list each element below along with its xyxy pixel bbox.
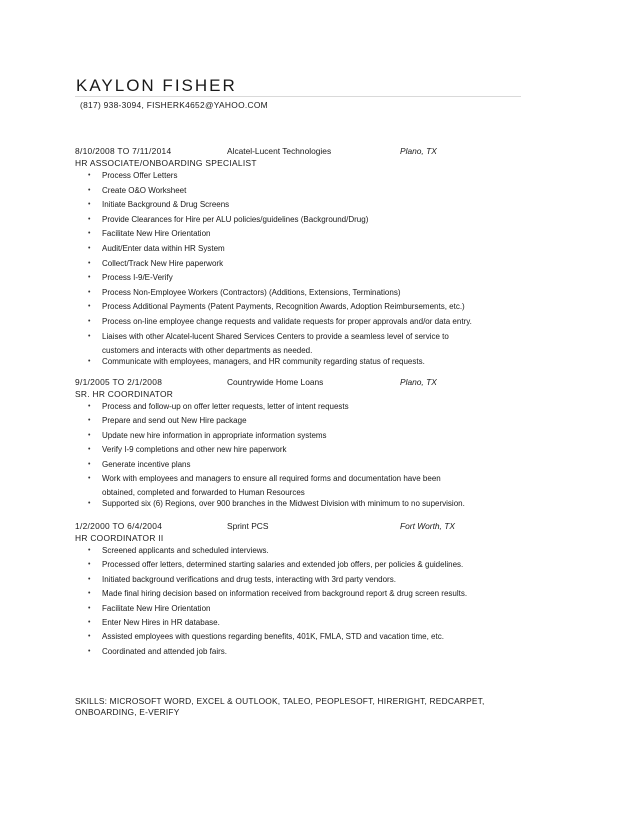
list-item	[75, 317, 535, 332]
list-item	[75, 618, 535, 632]
duty-text: Verify I-9 completions and other new hire paperwork	[102, 445, 287, 455]
list-item	[75, 402, 535, 416]
job-entry	[75, 377, 535, 513]
list-item	[75, 431, 535, 445]
list-item	[75, 589, 535, 603]
bullet-icon: •	[88, 244, 91, 252]
job-header	[75, 521, 535, 532]
job-location: Fort Worth, TX	[400, 521, 455, 531]
list-item	[75, 474, 535, 488]
job-title: HR COORDINATOR II	[75, 533, 164, 543]
bullet-icon: •	[88, 417, 91, 425]
list-item	[75, 560, 535, 574]
list-item	[75, 302, 535, 317]
list-item	[75, 488, 535, 499]
job-company: Sprint PCS	[227, 521, 269, 531]
bullet-icon: •	[88, 357, 91, 365]
job-header	[75, 146, 535, 157]
list-item	[75, 215, 535, 230]
list-item	[75, 288, 535, 303]
duty-text: customers and interacts with other departments as needed.	[102, 346, 313, 356]
job-dates: 1/2/2000 TO 6/4/2004	[75, 521, 163, 531]
bullet-icon: •	[88, 172, 91, 179]
job-location: Plano, TX	[400, 377, 437, 387]
duty-text: Process on-line employee change requests and validate requests for proper approvals and/or data entry.	[102, 316, 472, 326]
list-item	[75, 244, 535, 259]
job-entry	[75, 146, 535, 371]
duty-text: Process Offer Letters	[102, 171, 178, 180]
list-item	[75, 604, 535, 618]
header-divider	[75, 96, 521, 97]
bullet-icon: •	[88, 303, 91, 311]
duty-list	[75, 546, 535, 661]
job-title: SR. HR COORDINATOR	[75, 389, 174, 399]
duty-text: Communicate with employees, managers, and HR community regarding status of requests.	[102, 356, 425, 366]
duty-text: Facilitate New Hire Orientation	[102, 603, 211, 613]
bullet-icon: •	[88, 317, 91, 325]
bullet-icon: •	[88, 561, 91, 569]
duty-text: Coordinated and attended job fairs.	[102, 646, 227, 656]
bullet-icon: •	[88, 403, 91, 410]
duty-text: Processed offer letters, determined starting salaries and extended job offers, per policies & guidelines.	[102, 560, 464, 570]
job-company: Countrywide Home Loans	[227, 377, 324, 387]
list-item	[75, 259, 535, 274]
bullet-icon: •	[88, 332, 91, 340]
bullet-icon: •	[88, 604, 91, 612]
list-item	[75, 229, 535, 244]
duty-list	[75, 402, 535, 513]
list-item	[75, 186, 535, 201]
list-item	[75, 357, 535, 372]
duty-text: Initiated background verifications and drug tests, interacting with 3rd party vendors.	[102, 574, 396, 584]
duty-text: Audit/Enter data within HR System	[102, 243, 225, 253]
duty-text: Initiate Background & Drug Screens	[102, 200, 230, 210]
bullet-icon: •	[88, 547, 91, 554]
duty-text: Work with employees and managers to ensure all required forms and documentation have been	[102, 473, 441, 483]
duty-text: Provide Clearances for Hire per ALU policies/guidelines (Background/Drug)	[102, 214, 369, 224]
list-item	[75, 416, 535, 430]
job-header	[75, 377, 535, 388]
job-entry	[75, 521, 535, 661]
list-item	[75, 647, 535, 661]
list-item	[75, 546, 535, 560]
bullet-icon: •	[88, 274, 91, 282]
duty-text: Facilitate New Hire Orientation	[102, 229, 211, 239]
bullet-icon: •	[88, 259, 91, 267]
list-item	[75, 575, 535, 589]
bullet-icon: •	[88, 499, 91, 507]
duty-text: Screened applicants and scheduled interviews.	[102, 546, 269, 555]
skills-section: SKILLS: MICROSOFT WORD, EXCEL & OUTLOOK, TALEO, PEOPLESOFT, HIRERIGHT, REDCARPET, ONBOARDING, E-VERIFY	[75, 696, 485, 717]
bullet-icon: •	[88, 618, 91, 626]
list-item	[75, 346, 535, 357]
job-location: Plano, TX	[400, 146, 437, 156]
duty-text: Collect/Track New Hire paperwork	[102, 258, 224, 268]
list-item	[75, 273, 535, 288]
bullet-icon: •	[88, 474, 91, 482]
bullet-icon: •	[88, 230, 91, 238]
duty-text: Made final hiring decision based on information received from background report & drug screen results.	[102, 589, 468, 599]
duty-text: Process Non-Employee Workers (Contractors) (Additions, Extensions, Terminations)	[102, 287, 401, 297]
job-company: Alcatel-Lucent Technologies	[227, 146, 332, 156]
bullet-icon: •	[88, 575, 91, 583]
list-item	[75, 200, 535, 215]
job-dates: 9/1/2005 TO 2/1/2008	[75, 377, 163, 387]
duty-text: Liaises with other Alcatel-lucent Shared Services Centers to provide a seamless level of service to	[102, 331, 449, 341]
duty-text: Process I-9/E-Verify	[102, 273, 173, 283]
duty-text: Supported six (6) Regions, over 900 branches in the Midwest Division with minimum to no supervision.	[102, 498, 465, 508]
bullet-icon: •	[88, 633, 91, 641]
duty-text: Assisted employees with questions regarding benefits, 401K, FMLA, STD and vacation time, etc.	[102, 632, 444, 642]
duty-text: obtained, completed and forwarded to Human Resources	[102, 488, 305, 498]
list-item	[75, 460, 535, 474]
duty-list	[75, 171, 535, 371]
duty-text: Create O&O Worksheet	[102, 185, 187, 195]
duty-text: Generate incentive plans	[102, 459, 191, 469]
list-item	[75, 632, 535, 646]
list-item	[75, 445, 535, 459]
bullet-icon: •	[88, 446, 91, 454]
bullet-icon: •	[88, 288, 91, 296]
duty-text: Process and follow-up on offer letter requests, letter of intent requests	[102, 402, 349, 411]
duty-text: Enter New Hires in HR database.	[102, 617, 220, 627]
job-title: HR ASSOCIATE/ONBOARDING SPECIALIST	[75, 158, 257, 168]
job-dates: 8/10/2008 TO 7/11/2014	[75, 146, 172, 156]
duty-text: Update new hire information in appropriate information systems	[102, 430, 327, 440]
bullet-icon: •	[88, 186, 91, 194]
duty-text: Prepare and send out New Hire package	[102, 416, 247, 426]
bullet-icon: •	[88, 215, 91, 223]
bullet-icon: •	[88, 647, 91, 655]
bullet-icon: •	[88, 590, 91, 598]
list-item	[75, 499, 535, 513]
duty-text: Process Additional Payments (Patent Payments, Recognition Awards, Adoption Reimbursements, etc.)	[102, 302, 465, 312]
list-item	[75, 171, 535, 186]
bullet-icon: •	[88, 460, 91, 468]
bullet-icon: •	[88, 201, 91, 209]
candidate-name: KAYLON FISHER	[76, 76, 237, 95]
list-item	[75, 332, 535, 347]
contact-info: (817) 938-3094, FISHERK4652@YAHOO.COM	[80, 100, 268, 110]
bullet-icon: •	[88, 431, 91, 439]
